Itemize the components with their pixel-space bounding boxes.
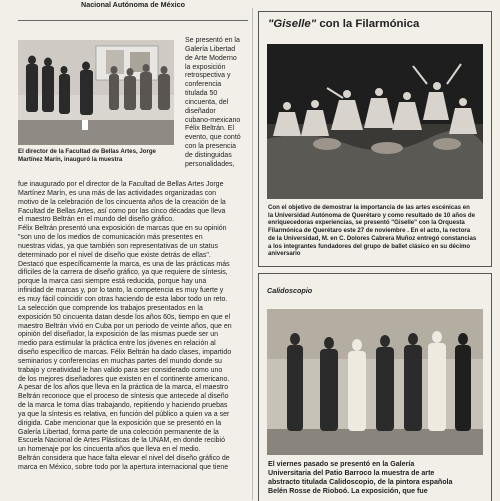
side-column-line: personalidades,: [185, 160, 235, 168]
side-column-line: de distinguidas: [185, 151, 232, 159]
side-column-line: Félix Beltrán. El: [185, 125, 235, 133]
ballet-photo-art: [267, 44, 483, 199]
article-line: maestro Beltrán vivió en Cuba por un periodo de veinte años, que en: [18, 322, 232, 330]
calidoscopio-photo-art: [267, 309, 483, 455]
article-line: es muy fácil coincidir con otras haciendo de esta labor todo un reto.: [18, 295, 228, 303]
article-line: trabajo y creatividad le han valido para ser considerado como uno: [18, 366, 223, 374]
giselle-title: [268, 18, 419, 30]
calidoscopio-caption-line: Belén Rosse de Rioboó. La exposición, que fue: [268, 487, 428, 496]
exhibition-photo-art: [18, 40, 174, 145]
calidoscopio-caption-line: Universitaria del Patio Barroco la muestra de arte: [268, 469, 435, 478]
calidoscopio-caption-line: El viernes pasado se presentó en la Galería: [268, 460, 415, 468]
article-line: Beltrán reconoce que el proceso de síntesis que antecede al diseño: [18, 393, 229, 401]
exhibition-inauguration-photo: [18, 40, 174, 145]
article-line: Beltrán considera que hace falta elevar el nivel del diseño gráfico de: [18, 455, 230, 463]
article-line: motivo de la celebración de los cincuenta años de la creación de la: [18, 198, 226, 206]
article-body: [18, 181, 254, 473]
article-line: Destacó que específicamente la marca, es una de las prácticas más: [18, 260, 230, 268]
giselle-caption-line: aniversario: [268, 250, 301, 258]
giselle-caption-line: a los integrantes fundadores del grupo de ballet clásico en su décimo: [268, 242, 471, 250]
calidoscopio-caption-line: abstracto titulada Calidoscopio, de la pintora española: [268, 478, 453, 487]
article-line: dirigida. Cabe mencionar que la exposición que se presentó en la: [18, 419, 222, 427]
calidoscopio-label: Calidoscopio: [267, 286, 313, 295]
giselle-title-italic: "Giselle": [268, 18, 317, 30]
ballet-performance-photo: [267, 44, 483, 199]
side-column-line: Se presentó en la: [185, 37, 240, 44]
article-line: A pesar de los años que lleva en la práctica de la marca, el maestro: [18, 384, 229, 392]
article-line: difíciles de la carrera de diseño gráfico, ya que requiere de síntesis,: [18, 269, 228, 277]
giselle-caption-line: de la Universidad, M. en C. Dolores Cabrera Muñoz entregó constancias: [268, 234, 477, 242]
article-line: de la marca le toma días trabajando, repitiendo y haciendo pruebas: [18, 402, 228, 410]
side-column-line: diseñador: [185, 107, 216, 115]
giselle-caption-line: Filarmónica de Querétaro este 27 de noviembre . En el acto, la rectora: [268, 227, 471, 235]
article-line: de los mejores diseñadores que existen en el continente americano.: [18, 375, 230, 383]
article-line: Facultad de Bellas Artes, así como por las cinco décadas que lleva: [18, 207, 226, 215]
article-line: ya que la síntesis es relativa, en función del público a quien va a ser: [18, 410, 230, 418]
side-column-line: retrospectiva y: [185, 72, 231, 80]
side-column-line: con la presencia: [185, 143, 236, 151]
article-line: "son uno de los medios de comunicación más presentes en: [18, 234, 203, 242]
side-column-line: cincuenta, del: [185, 98, 229, 106]
article-line: fue inaugurado por el director de la Facultad de Bellas Artes Jorge: [18, 181, 224, 188]
side-column-line: titulada 50: [185, 90, 218, 98]
giselle-caption-line: enriquecedoras experiencias, se presentó "Giselle" con la Orquesta: [268, 219, 465, 227]
giselle-caption: [268, 204, 484, 258]
giselle-caption-line: la Universidad Autónoma de Querétaro y como resultado de 10 años de: [268, 211, 476, 219]
calidoscopio-group-photo: [267, 309, 483, 455]
calidoscopio-caption: [268, 460, 486, 496]
article-line: determinado por el nivel de diseño que existe detrás de ellas".: [18, 251, 211, 259]
article-line: Galería Libertad, forma parte de una colección permanente de la: [18, 428, 219, 436]
article-line: el maestro Beltrán en el mundo del diseño gráfico.: [18, 216, 175, 224]
article-line: opinión del diseñador, la exposición de las mismas puede ser un: [18, 331, 219, 339]
article-line: seminarios y conferencias en muchas partes del mundo donde su: [18, 357, 222, 365]
side-column: [185, 37, 251, 170]
article-line: La selección que comprende los trabajos presentados en la: [18, 304, 203, 312]
article-line: Escuela Nacional de Artes Plásticas de la UNAM, en donde recibió: [18, 437, 225, 445]
article-line: un homenaje por los cincuenta años que lleva en el medio.: [18, 446, 201, 454]
side-column-line: la exposición: [185, 63, 226, 71]
article-line: infinidad de marcas y, por lo tanto, la competencia es muy fuerte y: [18, 287, 224, 295]
giselle-title-rest: con la Filarmónica: [316, 18, 420, 30]
article-line: diseño específico de marcas. Félix Beltrán ha dado clases, impartido: [18, 349, 232, 357]
side-column-line: Galería Libertad: [185, 45, 236, 53]
article-line: porque la marca casi siempre está reducida, porque hay una: [18, 278, 207, 286]
giselle-caption-line: Con el objetivo de demostrar la importancia de las artes escénicas en: [268, 204, 470, 211]
side-column-line: conferencia: [185, 81, 222, 89]
article-line: Félix Beltrán presentó una exposición de marcas que en su opinión: [18, 225, 227, 233]
article-line: Martínez Marín, es una más de las actividades organizadas con: [18, 189, 217, 197]
header-rule: [18, 20, 248, 21]
side-column-line: cubano-mexicano: [185, 116, 241, 124]
article-line: medio para estimular la práctica entre los jóvenes en relación al: [18, 340, 216, 348]
section-header: Nacional Autónoma de México: [81, 0, 185, 9]
photo-caption: El director de la Facultad de Bellas Artes, Jorge Martínez Marín, inauguró la muestra: [18, 148, 156, 163]
side-column-line: evento, que contó: [185, 134, 241, 142]
article-line: marca en México, sobre todo por la apertura internacional que tiene: [18, 464, 229, 471]
side-column-line: de Arte Moderno: [185, 54, 237, 62]
article-line: exposición 50 cincuenta datan desde los años 60s, tiempo en que el: [18, 313, 231, 321]
article-line: nuestras vidas, ya que también son representativas de un status: [18, 242, 219, 250]
